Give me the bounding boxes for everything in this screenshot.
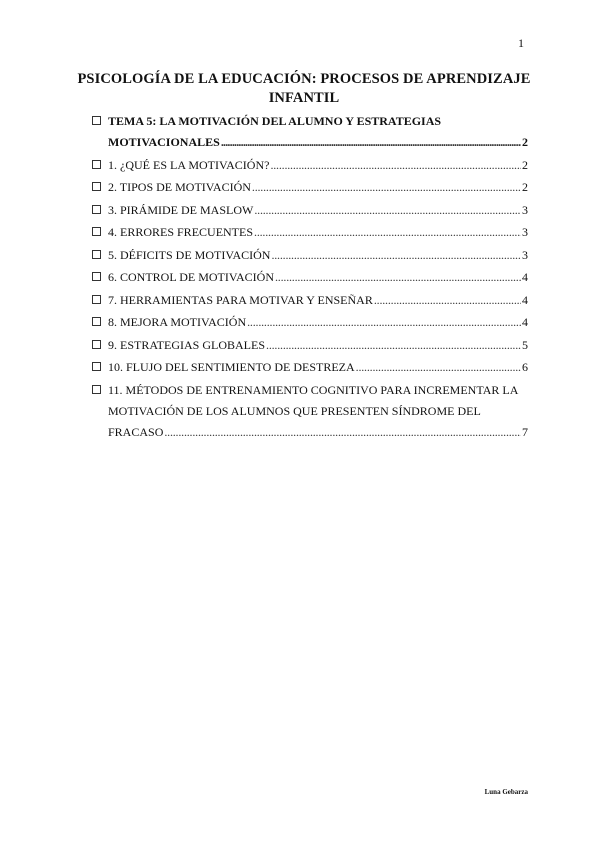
- checkbox-icon: [92, 362, 101, 371]
- toc-entry-text: FRACASO: [108, 424, 164, 439]
- toc-entry-7[interactable]: [92, 290, 528, 311]
- checkbox-icon: [92, 182, 101, 191]
- checkbox-icon: [92, 385, 101, 394]
- page-number: 1: [518, 36, 524, 50]
- checkbox-icon: [92, 340, 101, 349]
- checkbox-icon: [92, 227, 101, 236]
- checkbox-icon: [92, 317, 101, 326]
- document-title-line-2: INFANTIL: [268, 90, 340, 106]
- dot-leader: [247, 312, 521, 333]
- toc-entry-5[interactable]: [92, 245, 528, 266]
- checkbox-icon: [92, 250, 101, 259]
- dot-leader: [252, 177, 521, 198]
- dot-leader: [374, 290, 521, 311]
- dot-leader: [164, 422, 521, 443]
- toc-entry-page: 3: [522, 202, 528, 217]
- toc-entry-text-line: MOTIVACIÓN DE LOS ALUMNOS QUE PRESENTEN SÍNDROME DEL: [108, 403, 481, 418]
- toc-entry-11[interactable]: [92, 380, 528, 443]
- toc-entry-text: MOTIVACIONALES: [108, 135, 220, 149]
- toc-entry-tema-5[interactable]: [92, 111, 528, 153]
- toc-entry-2[interactable]: [92, 177, 528, 198]
- toc-entry-page: 5: [522, 337, 528, 352]
- toc-entry-text: 9. ESTRATEGIAS GLOBALES: [108, 337, 266, 352]
- toc-entry-text-line: TEMA 5: LA MOTIVACIÓN DEL ALUMNO Y ESTRATEGIAS: [108, 114, 442, 128]
- dot-leader: [271, 245, 521, 266]
- dot-leader: [266, 335, 521, 356]
- toc-entry-text: 2. TIPOS DE MOTIVACIÓN: [108, 180, 251, 194]
- toc-entry-page: 3: [522, 225, 528, 239]
- toc-entry-page: 4: [522, 270, 528, 284]
- toc-entry-page: 7: [522, 424, 528, 439]
- toc-entry-text: 8. MEJORA MOTIVACIÓN: [108, 315, 247, 329]
- toc-entry-9[interactable]: [92, 335, 528, 356]
- toc-entry-page: 3: [522, 247, 528, 262]
- checkbox-icon: [92, 295, 101, 304]
- toc-entry-text: 4. ERRORES FRECUENTES: [108, 225, 254, 239]
- document-title-line-1: PSICOLOGÍA DE LA EDUCACIÓN: PROCESOS DE APRENDIZAJE: [77, 71, 531, 87]
- toc-entry-page: 2: [522, 157, 528, 172]
- toc-entry-text: 1. ¿QUÉ ES LA MOTIVACIÓN?: [108, 157, 270, 172]
- toc-entry-page: 4: [522, 292, 528, 307]
- toc-entry-3[interactable]: [92, 200, 528, 221]
- checkbox-icon: [92, 160, 101, 169]
- toc-entry-page: 2: [522, 180, 528, 194]
- toc-entry-text-line: 11. MÉTODOS DE ENTRENAMIENTO COGNITIVO PARA INCREMENTAR LA: [108, 382, 519, 397]
- toc-entry-text: 7. HERRAMIENTAS PARA MOTIVAR Y ENSEÑAR: [108, 292, 373, 307]
- toc-entry-6[interactable]: [92, 267, 528, 288]
- table-of-contents: [92, 111, 528, 444]
- document-title: [74, 70, 534, 108]
- checkbox-icon: [92, 205, 101, 214]
- toc-entry-text: 3. PIRÁMIDE DE MASLOW: [108, 202, 254, 217]
- toc-entry-8[interactable]: [92, 312, 528, 333]
- dot-leader: [356, 357, 521, 378]
- toc-entry-text: 10. FLUJO DEL SENTIMIENTO DE DESTREZA: [108, 360, 355, 374]
- toc-entry-1[interactable]: [92, 155, 528, 176]
- toc-entry-page: 4: [522, 315, 528, 329]
- checkbox-icon: [92, 116, 101, 125]
- toc-entry-text: 5. DÉFICITS DE MOTIVACIÓN: [108, 247, 271, 262]
- dot-leader: [221, 132, 521, 153]
- toc-entry-4[interactable]: [92, 222, 528, 243]
- dot-leader: [275, 267, 521, 288]
- toc-entry-10[interactable]: [92, 357, 528, 378]
- dot-leader: [270, 155, 521, 176]
- toc-entry-page: 6: [522, 360, 528, 374]
- toc-entry-text: 6. CONTROL DE MOTIVACIÓN: [108, 270, 274, 284]
- dot-leader: [254, 200, 521, 221]
- footer-author: Luna Gebarza: [484, 788, 528, 796]
- dot-leader: [254, 222, 521, 243]
- toc-entry-page: 2: [522, 135, 528, 149]
- checkbox-icon: [92, 272, 101, 281]
